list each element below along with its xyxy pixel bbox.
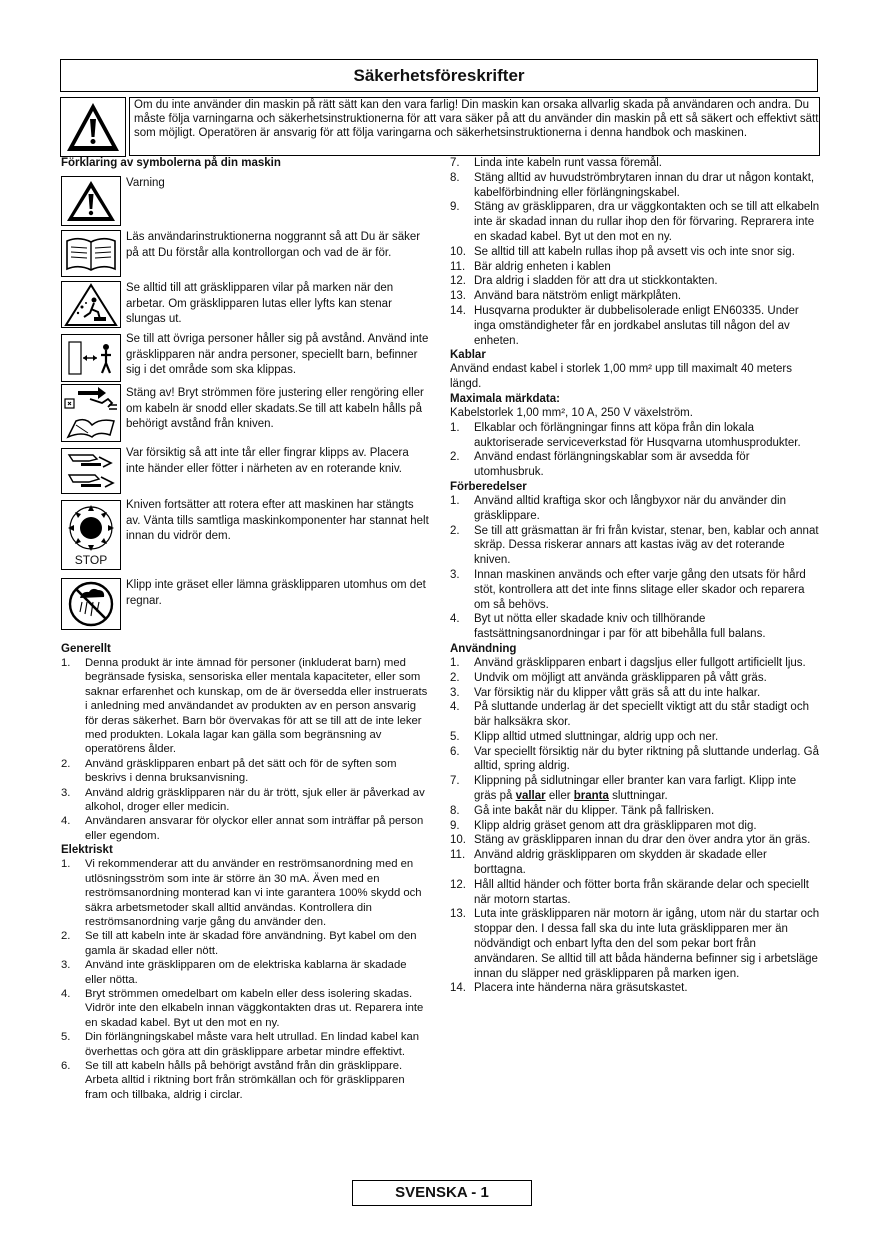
markdata-text: Kabelstorlek 1,00 mm², 10 A, 250 V växelström. bbox=[450, 406, 693, 419]
list-item: 11. Bär aldrig enheten i kablen bbox=[450, 260, 611, 273]
symbol-text: Stäng av! Bryt strömmen före justering eller rengöring eller om kabeln är snodd eller skadats.Se till att kabeln hålls på behörigt avstånd från kniven. bbox=[126, 387, 424, 430]
list-item: 4. Användaren ansvarar för olyckor eller annat som inträffar på person eller egendom. bbox=[61, 815, 424, 842]
list-item: 2. Se till att gräsmattan är fri från kvistar, stenar, ben, kablar och annat skräp. Dessa riskerar annars att kastas iväg av det roterande kniven. bbox=[450, 524, 819, 567]
list-item: 5. Din förlängningskabel måste vara helt utrullad. En lindad kabel kan överhettas och göra att din gräsklippare arbetar mindre effektivt. bbox=[61, 1031, 420, 1058]
elektriskt-heading: Elektriskt bbox=[61, 844, 113, 857]
symbol-text: Klipp inte gräset eller lämna gräsklipparen utomhus om det regnar. bbox=[126, 579, 426, 607]
list-item: 14. Placera inte händerna nära gräsutskastet. bbox=[450, 982, 688, 995]
list-item: 2. Undvik om möjligt att använda gräsklipparen på vått gräs. bbox=[450, 671, 767, 684]
list-item: 3. Använd aldrig gräsklipparen när du är trött, sjuk eller är påverkad av alkohol, droger eller medicin. bbox=[61, 786, 425, 814]
blade-hand-icon bbox=[61, 448, 121, 494]
markdata-heading: Maximala märkdata: bbox=[450, 392, 560, 405]
symbols-heading: Förklaring av symbolerna på din maskin bbox=[61, 157, 281, 169]
kablar-heading: Kablar bbox=[450, 349, 486, 362]
symbol-text: Se till att övriga personer håller sig på avstånd. Använd inte gräsklipparen när andra personer, speciellt barn, befinner sig i det område som ska klippas. bbox=[126, 333, 429, 376]
right-column bbox=[450, 156, 820, 996]
generellt-list bbox=[61, 656, 429, 843]
list-item: 12. Håll alltid händer och fötter borta från skärande delar och speciellt när motorn startas. bbox=[450, 878, 809, 906]
symbol-text: Var försiktig så att inte tår eller fingrar klipps av. Placera inte händer eller fötter i närheten av en roterande kniv. bbox=[126, 447, 409, 475]
list-item: 7. Linda inte kabeln runt vassa föremål. bbox=[450, 157, 662, 169]
list-item: 3. Innan maskinen används och efter varje gång den utsats för hård stöt, kontrollera att det inte finns slitage eller skador och reparera om så behövs. bbox=[450, 568, 806, 611]
no-rain-icon bbox=[61, 578, 121, 630]
symbol-row-stop bbox=[61, 498, 429, 570]
symbol-row-manual bbox=[61, 230, 429, 277]
list-item: 1. Använd gräsklipparen enbart i dagsljus eller fullgott artificiellt ljus. bbox=[450, 656, 806, 669]
list-item: 1. Elkablar och förlängningar finns att köpa från din lokala auktoriserade serviceverkstad för Husqvarna utomhusprodukter. bbox=[450, 421, 801, 449]
intro-warning-icon-box bbox=[60, 97, 126, 157]
list-item: 10. Se alltid till att kabeln rullas ihop på avsett vis och inte snor sig. bbox=[450, 245, 795, 258]
list-item: 8. Stäng alltid av huvudströmbrytaren innan du drar ut någon kontakt, kabelförbindning eller förlängningskabel. bbox=[450, 171, 815, 199]
list-item: 2. Använd gräsklipparen enbart på det sätt och för de syften som beskrivs i denna bruksanvisning. bbox=[61, 757, 397, 785]
symbol-text: Se alltid till att gräsklipparen vilar på marken när den arbetar. Om gräsklipparen lutas eller lyfts kan stenar slungas ut. bbox=[126, 282, 394, 325]
list-item: 12. Dra aldrig i sladden för att dra ut stickkontakten. bbox=[450, 275, 718, 288]
symbol-row-rain bbox=[61, 574, 429, 630]
stop-label: STOP bbox=[74, 553, 108, 567]
anvandning-list bbox=[450, 656, 820, 996]
page-title: Säkerhetsföreskrifter bbox=[60, 59, 818, 92]
symbol-row-blade bbox=[61, 446, 429, 494]
list-item: 11. Använd aldrig gräsklipparen om skydden är skadade eller borttagna. bbox=[450, 849, 767, 877]
list-item: 1. Denna produkt är inte ämnad för personer (inkluderat barn) med begränsade fysiska, sensoriska eller mentala kapaciteter, eller som saknar erfarenhet och kunskap, om de är översedda eller instruerats i anledning med användandet av produkten av en person ansvarig för deras säkerhet. Barn bör övervakas för att se till att de inte leker med produkten. Lokala lagar kan gälla som begränsning av operatörens ålder. bbox=[61, 657, 428, 756]
list-item: 1. Vi rekommenderar att du använder en reströmsanordning med en utlösningsström som inte är större än 30 mA. Även med en reströmsanordning monterad kan vi inte garantera 100% skydd och säkra arbetsmetoder skall alltid användas. Kontrollera din reströmsanordning varje gång du använder den. bbox=[61, 858, 422, 928]
warning-triangle-icon bbox=[61, 98, 125, 156]
symbol-row-warning bbox=[61, 176, 429, 226]
symbol-text: Läs användarinstruktionerna noggrannt så att Du är säker på att Du förstår alla kontrollorgan och vad de är för. bbox=[126, 231, 421, 259]
list-item: 6. Se till att kabeln hålls på behörigt avstånd från din gräsklippare. Arbeta alltid i riktning bort från strömkällan och för gräsklipparen fram och tillbaka, aldrig i circlar. bbox=[61, 1059, 405, 1101]
list-item: 3. Var försiktig när du klipper vått gräs så att du inte halkar. bbox=[450, 686, 761, 699]
page-footer: SVENSKA - 1 bbox=[352, 1180, 532, 1206]
elektriskt-list-left bbox=[61, 857, 429, 1102]
symbol-row-unplug bbox=[61, 386, 429, 442]
manual-book-icon bbox=[61, 230, 121, 277]
emphasis-vallar: vallar bbox=[515, 790, 546, 803]
list-item: 4. På sluttande underlag är det speciellt viktigt att du står stadigt och bär halksäkra skor. bbox=[450, 701, 809, 729]
keep-distance-icon bbox=[61, 334, 121, 382]
unplug-icon bbox=[61, 384, 121, 442]
anvandning-heading: Användning bbox=[450, 642, 517, 655]
flying-stones-icon bbox=[61, 281, 121, 328]
warning-triangle-icon bbox=[61, 176, 121, 226]
list-item: 1. Använd alltid kraftiga skor och långbyxor när du använder din gräsklippare. bbox=[450, 494, 786, 522]
list-item: 2. Se till att kabeln inte är skadad före användning. Byt kabel om den gamla är skadad eller nött. bbox=[61, 930, 417, 957]
list-item: 13. Luta inte gräsklipparen när motorn är igång, utom när du startar och stoppar den. I dessa fall ska du inte luta gräsklipparen mer än nödvändigt och enbart lyfta den del som pekar bort från användaren. Se alltid till att båda händerna befinner sig i arbetsläge innan du släpper ned gräsklipparen på marken igen. bbox=[450, 908, 820, 980]
list-item: 14. Husqvarna produkter är dubbelisolerade enligt EN60335. Under inga omständigheter får en jordkabel anslutas till någon del av enheten. bbox=[450, 304, 799, 347]
forberedelser-list bbox=[450, 494, 820, 642]
symbol-row-distance bbox=[61, 332, 429, 382]
list-item: 4. Byt ut nötta eller skadade kniv och tillhörande fastsättningsanordningar i par för att bibehålla full balans. bbox=[450, 613, 766, 641]
emphasis-branta: branta bbox=[573, 790, 609, 803]
list-item: 6. Var speciellt försiktig när du byter riktning på sluttande underlag. Gå alltid, spring aldrig. bbox=[450, 745, 819, 773]
symbol-text: Kniven fortsätter att rotera efter att maskinen har stängts av. Vänta tills samtliga maskinkomponenter har stannat helt innan du vidrör dem. bbox=[126, 499, 429, 542]
list-item: 9. Klipp aldrig gräset genom att dra gräsklipparen mot dig. bbox=[450, 819, 757, 832]
list-item: 2. Använd endast förlängningskablar som är avsedda för utomhusbruk. bbox=[450, 451, 750, 479]
forberedelser-heading: Förberedelser bbox=[450, 480, 527, 493]
stop-blade-icon bbox=[61, 500, 121, 570]
left-column bbox=[61, 156, 429, 1102]
list-item: 3. Använd inte gräsklipparen om de elektriska kablarna är skadade eller nötta. bbox=[61, 959, 407, 986]
symbol-row-stones bbox=[61, 281, 429, 328]
generellt-heading: Generellt bbox=[61, 643, 111, 655]
markdata-list bbox=[450, 421, 820, 480]
list-item: 10. Stäng av gräsklipparen innan du drar den över andra ytor än gräs. bbox=[450, 834, 811, 847]
elektriskt-list-right bbox=[450, 156, 820, 348]
list-item: 8. Gå inte bakåt när du klipper. Tänk på fallrisken. bbox=[450, 804, 715, 817]
symbol-text: Varning bbox=[126, 177, 165, 189]
list-item: 4. Bryt strömmen omedelbart om kabeln eller dess isolering skadas. Vidrör inte den elkabeln innan väggkontakten dras ut. Reparera inte en skadad kabel. Byt ut den mot en ny. bbox=[61, 987, 424, 1029]
intro-text: Om du inte använder din maskin på rätt sätt kan den vara farlig! Din maskin kan orsaka allvarlig skada på användaren och andra. Du måste följa varningarna och säkerhetsinstruktionerna för att vara säker på att du använder din maskin på ett så säkert och effektivt sätt som möjligt. Operatören är ansvarig för att följa varingarna och säkerhetsinstruktionerna i denna handbok och maskinen. bbox=[129, 97, 820, 156]
list-item: 7. Klippning på sidlutningar eller branter kan vara farligt. Klipp inte gräs på vallar eller branta sluttningar. bbox=[450, 775, 797, 803]
list-item: 9. Stäng av gräsklipparen, dra ur väggkontakten och se till att elkabeln inte är skadad innan du rullar ihop den för förvaring. Reprarera inte en skadad kabel. Byt ut den mot en ny. bbox=[450, 201, 820, 243]
list-item: 5. Klipp alltid utmed sluttningar, aldrig upp och ner. bbox=[450, 730, 719, 743]
list-item: 13. Använd bara nätström enligt märkplåten. bbox=[450, 290, 682, 303]
kablar-text: Använd endast kabel i storlek 1,00 mm² upp till maximalt 40 meters längd. bbox=[450, 363, 792, 391]
